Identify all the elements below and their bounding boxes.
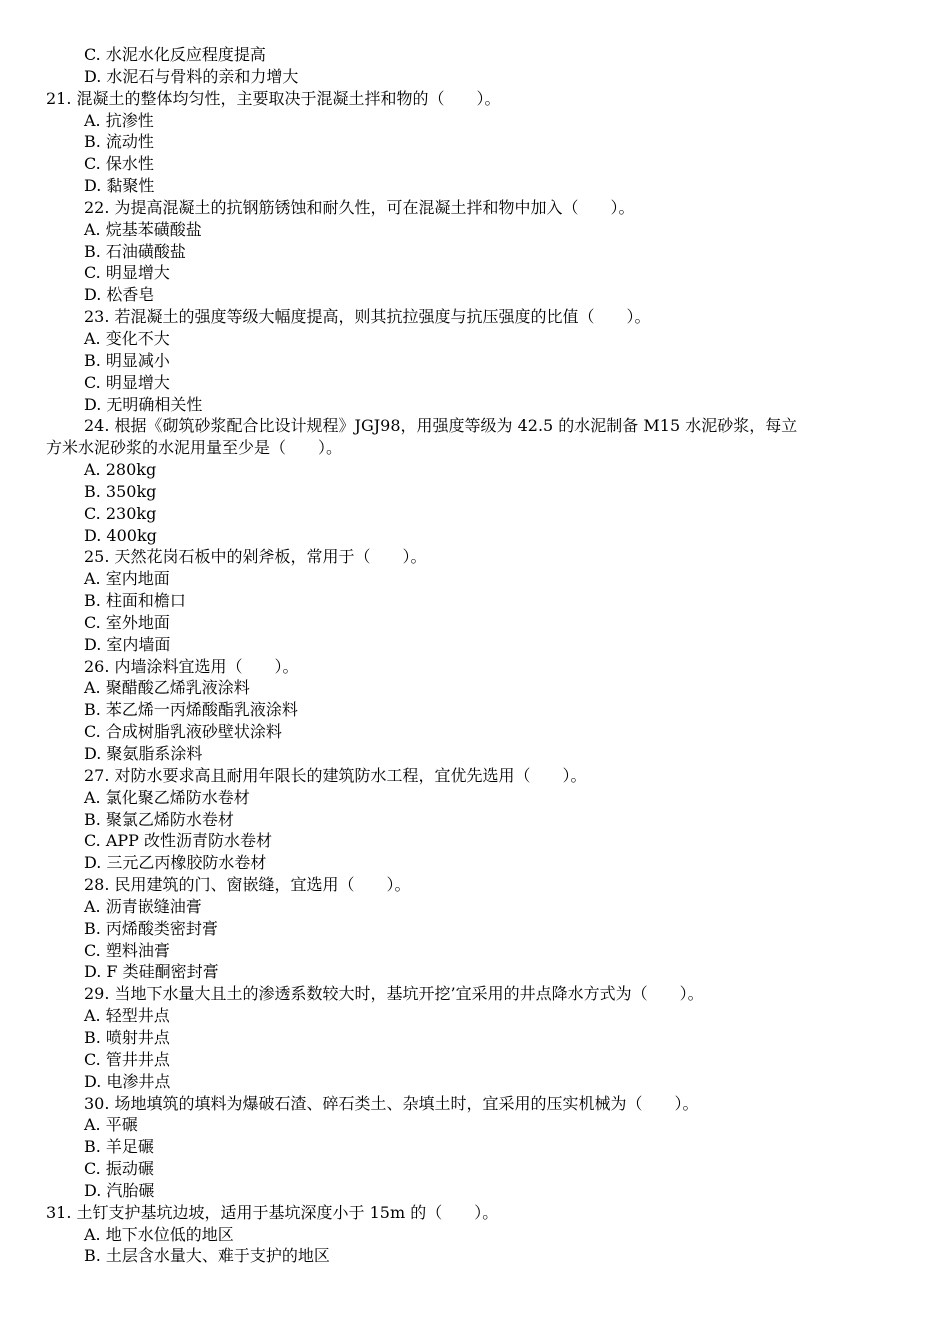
question-21-option-b: B. 流动性 xyxy=(84,132,154,152)
question-24-option-b: B. 350kg xyxy=(84,481,157,501)
question-28-option-d: D. F 类硅酮密封膏 xyxy=(84,962,219,982)
question-30-option-c: C. 振动碾 xyxy=(84,1159,154,1179)
exam-document xyxy=(0,44,950,1267)
question-28-stem: 28. 民用建筑的门、窗嵌缝，宜选用（ ）。 xyxy=(84,875,411,895)
question-28-option-b: B. 丙烯酸类密封膏 xyxy=(84,918,218,938)
question-22-option-c: C. 明显增大 xyxy=(84,263,170,283)
question-22-option-d: D. 松香皂 xyxy=(84,285,155,305)
question-30-option-b: B. 羊足碾 xyxy=(84,1137,154,1157)
question-31-option-a: A. 地下水位低的地区 xyxy=(84,1224,234,1244)
question-29-option-d: D. 电渗井点 xyxy=(84,1071,171,1091)
question-22-option-a: A. 烷基苯磺酸盐 xyxy=(84,219,202,239)
question-26-option-a: A. 聚醋酸乙烯乳液涂料 xyxy=(84,678,250,698)
question-23-option-a: A. 变化不大 xyxy=(84,328,170,348)
question-26-stem: 26. 内墙涂料宜选用（ ）。 xyxy=(84,656,299,676)
question-30-option-a: A. 平碾 xyxy=(84,1115,138,1135)
question-25-option-b: B. 柱面和檐口 xyxy=(84,591,186,611)
question-27-option-c: C. APP 改性沥青防水卷材 xyxy=(84,831,273,851)
question-25-option-a: A. 室内地面 xyxy=(84,569,170,589)
question-21-option-a: A. 抗渗性 xyxy=(84,110,154,130)
question-22-option-b: B. 石油磺酸盐 xyxy=(84,241,186,261)
option-d: D. 水泥石与骨料的亲和力增大 xyxy=(84,66,299,86)
question-28-option-a: A. 沥青嵌缝油膏 xyxy=(84,896,202,916)
question-24-option-a: A. 280kg xyxy=(84,460,157,480)
question-21-option-c: C. 保水性 xyxy=(84,154,154,174)
question-27-option-d: D. 三元乙丙橡胶防水卷材 xyxy=(84,853,267,873)
question-23-option-c: C. 明显增大 xyxy=(84,372,170,392)
question-22-stem: 22. 为提高混凝土的抗钢筋锈蚀和耐久性，可在混凝土拌和物中加入（ ）。 xyxy=(84,197,635,217)
question-25-option-d: D. 室内墙面 xyxy=(84,634,171,654)
question-29-option-a: A. 轻型井点 xyxy=(84,1006,170,1026)
question-24-option-c: C. 230kg xyxy=(84,503,157,523)
option-c: C. 水泥水化反应程度提高 xyxy=(84,45,266,64)
question-24-stem-line-1: 24. 根据《砌筑砂浆配合比设计规程》JGJ98，用强度等级为 42.5 的水泥制备 M15 水泥砂浆，每立 xyxy=(84,416,798,436)
question-27-option-a: A. 氯化聚乙烯防水卷材 xyxy=(84,787,250,807)
question-31-option-b: B. 土层含水量大、难于支护的地区 xyxy=(84,1246,330,1266)
question-26-option-d: D. 聚氨脂系涂料 xyxy=(84,744,203,763)
question-27-stem: 27. 对防水要求高且耐用年限长的建筑防水工程，宜优先选用（ ）。 xyxy=(84,765,587,785)
question-29-option-b: B. 喷射井点 xyxy=(84,1027,170,1047)
question-30-option-d: D. 汽胎碾 xyxy=(84,1180,155,1200)
question-30-stem: 30. 场地填筑的填料为爆破石渣、碎石类土、杂填土时，宜采用的压实机械为（ ）。 xyxy=(84,1093,699,1113)
question-21-stem: 21. 混凝土的整体均匀性，主要取决于混凝土拌和物的（ ）。 xyxy=(46,88,501,108)
question-24-stem-line-2: 方米水泥砂浆的水泥用量至少是（ ）。 xyxy=(46,438,343,458)
question-25-option-c: C. 室外地面 xyxy=(84,612,170,632)
question-21-option-d: D. 黏聚性 xyxy=(84,176,155,196)
question-24-option-d: D. 400kg xyxy=(84,525,157,545)
question-26-option-b: B. 苯乙烯一丙烯酸酯乳液涂料 xyxy=(84,700,298,720)
question-26-option-c: C. 合成树脂乳液砂壁状涂料 xyxy=(84,722,282,742)
question-23-option-d: D. 无明确相关性 xyxy=(84,394,203,414)
question-29-stem: 29. 当地下水量大且土的渗透系数较大时，基坑开挖’宜采用的井点降水方式为（ ）。 xyxy=(84,984,704,1004)
question-28-option-c: C. 塑料油膏 xyxy=(84,940,170,960)
question-29-option-c: C. 管井井点 xyxy=(84,1049,170,1069)
question-25-stem: 25. 天然花岗石板中的剁斧板，常用于（ ）。 xyxy=(84,547,427,567)
question-27-option-b: B. 聚氯乙烯防水卷材 xyxy=(84,809,234,829)
question-31-stem: 31. 土钉支护基坑边坡，适用于基坑深度小于 15m 的（ ）。 xyxy=(46,1202,499,1222)
question-23-stem: 23. 若混凝土的强度等级大幅度提高，则其抗拉强度与抗压强度的比值（ ）。 xyxy=(84,307,651,327)
question-23-option-b: B. 明显减小 xyxy=(84,350,170,370)
